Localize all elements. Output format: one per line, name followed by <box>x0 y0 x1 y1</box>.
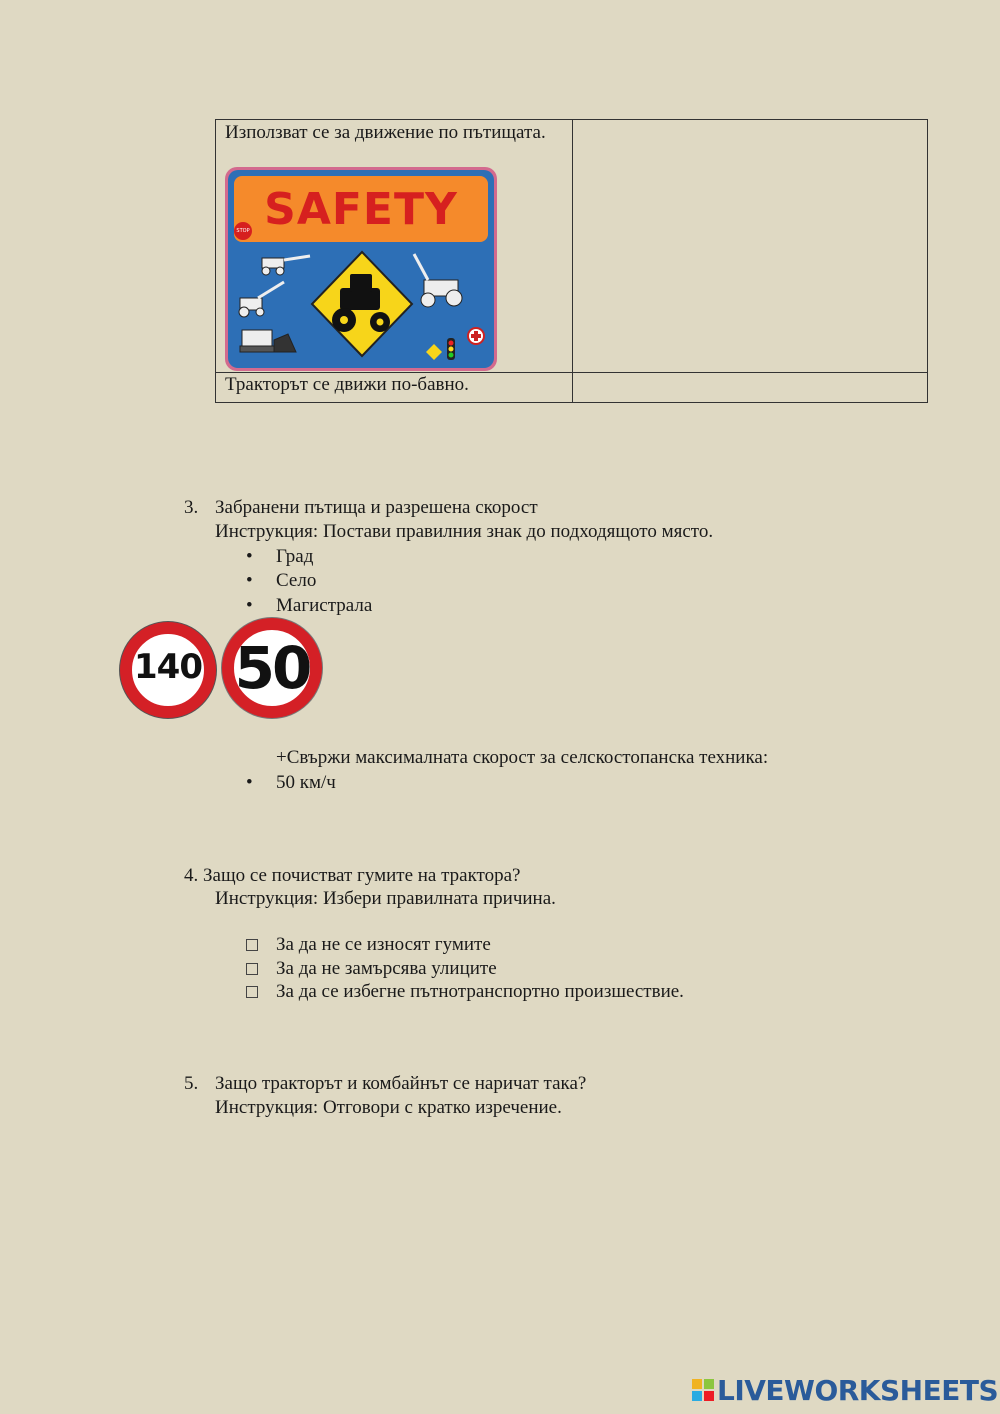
list-item: Магистрала <box>276 595 373 616</box>
list-item: Град <box>276 546 314 567</box>
q4-option: За да не замърсява улиците <box>276 958 497 979</box>
q5-number: 5. <box>184 1073 199 1094</box>
stop-sign-icon: STOP <box>234 222 252 240</box>
q4-option: За да не се износят гумите <box>276 934 491 955</box>
bullet-icon: • <box>246 772 253 793</box>
speed-sign-140-label: 140 <box>134 647 202 687</box>
q4-title: 4. Защо се почистват гумите на трактора? <box>184 865 521 886</box>
q4-option: За да се избегне пътнотранспортно произшествие. <box>276 981 684 1002</box>
table-cell-text-1: Използват се за движение по пътищата. <box>225 122 546 143</box>
checkbox[interactable] <box>246 985 258 1003</box>
speed-sign-50[interactable] <box>222 618 322 718</box>
bullet-icon: • <box>246 546 253 567</box>
q3-instruction: Инструкция: Постави правилния знак до подходящото място. <box>215 521 714 542</box>
safety-tractor-image <box>225 167 497 371</box>
table-cell-text-2: Тракторът се движи по-бавно. <box>225 374 469 395</box>
speed-sign-140[interactable] <box>120 622 216 718</box>
q4-instruction: Инструкция: Избери правилната причина. <box>215 888 556 909</box>
q3-subtask: +Свържи максималната скорост за селскостопанска техника: <box>276 747 769 768</box>
table-divider-vertical <box>572 120 573 402</box>
matching-table <box>215 119 928 403</box>
q5-title: Защо тракторът и комбайнът се наричат така? <box>215 1073 587 1094</box>
bullet-icon: • <box>246 595 253 616</box>
q5-instruction: Инструкция: Отговори с кратко изречение. <box>215 1097 562 1118</box>
checkbox[interactable] <box>246 938 258 956</box>
q3-title: Забранени пътища и разрешена скорост <box>215 497 538 518</box>
logo-text: LIVEWORKSHEETS <box>717 1374 999 1407</box>
safety-banner-text: SAFETY <box>264 184 458 235</box>
speed-sign-50-label: 50 <box>234 634 310 702</box>
checkbox[interactable] <box>246 962 258 980</box>
q3-number: 3. <box>184 497 199 518</box>
bullet-icon: • <box>246 570 253 591</box>
tractor-warning-icon <box>228 170 494 368</box>
list-item: 50 км/ч <box>276 772 336 793</box>
list-item: Село <box>276 570 317 591</box>
logo-mark-icon <box>692 1379 714 1401</box>
